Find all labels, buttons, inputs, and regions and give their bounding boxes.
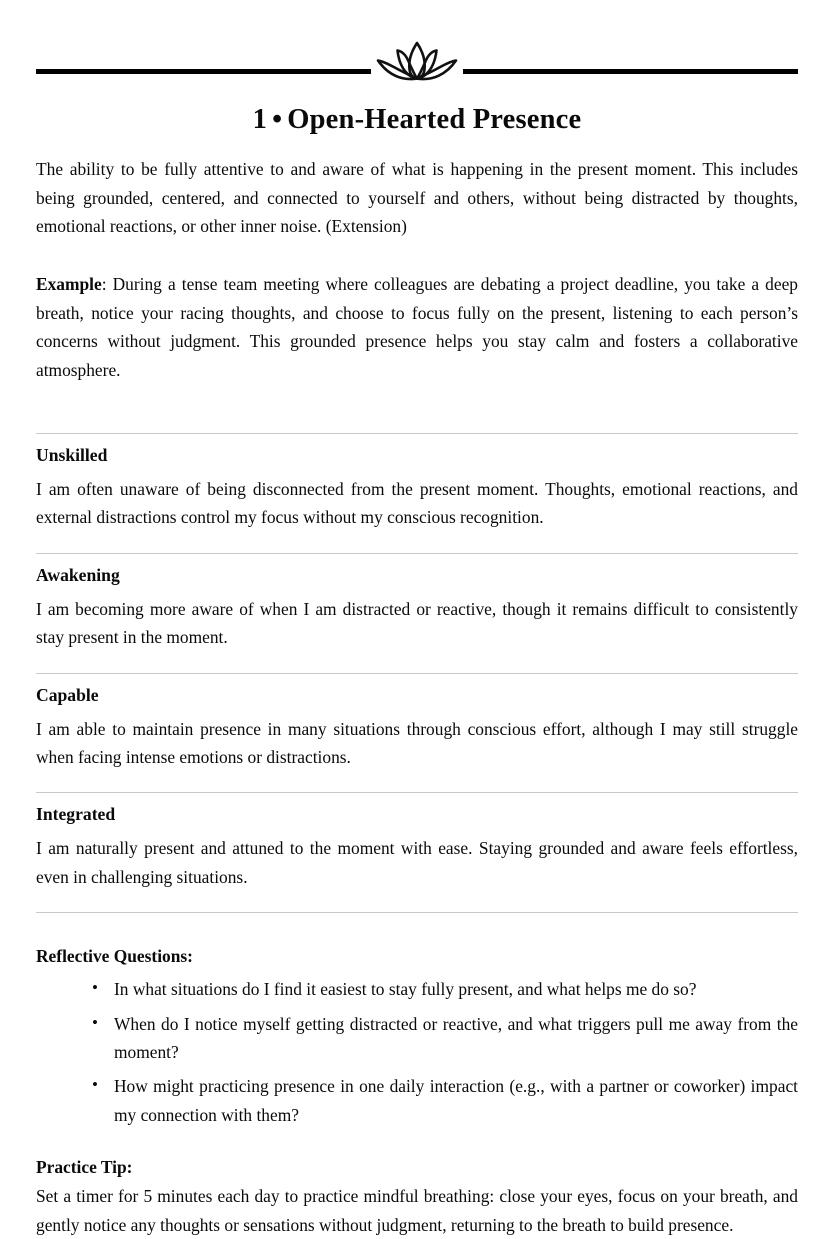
example-block [36, 270, 798, 383]
level-title-unskilled: Unskilled [36, 444, 108, 465]
list-item: • How might practicing presence in one daily interaction (e.g., with a partner or coworker) impact my connection with them? [92, 1072, 798, 1129]
title-separator-bullet: • [272, 104, 283, 135]
level-divider-final [36, 912, 798, 913]
level-title-capable: Capable [36, 684, 99, 705]
title-name: Open-Hearted Presence [287, 104, 582, 135]
example-text: During a tense team meeting where colleagues are debating a project deadline, you take a deep breath, notice your racing thoughts, and choose to focus fully on the present, listening to each person’s concerns without judgment. This grounded presence helps you stay calm and fosters a collaborative atmosphere. [36, 274, 798, 380]
practice-tip-text: Set a timer for 5 minutes each day to practice mindful breathing: close your eyes, focus on your breath, and gently notice any thoughts or sensations without judgment, returning to the breath to build presence. [36, 1186, 798, 1235]
practice-tip-block [36, 1154, 798, 1239]
level-description-integrated: I am naturally present and attuned to the moment with ease. Staying grounded and aware feels effortless, even in challenging situations. [36, 838, 798, 887]
level-title-awakening: Awakening [36, 564, 120, 585]
title-number: 1 [252, 104, 268, 135]
list-item: • In what situations do I find it easiest to stay fully present, and what helps me do so? [92, 975, 798, 1003]
lotus-flower-icon [371, 39, 463, 81]
level-title-integrated: Integrated [36, 804, 116, 825]
example-label: Example [36, 274, 102, 295]
document-header [36, 0, 798, 78]
level-section-awakening [36, 553, 798, 673]
reflective-questions-label: Reflective Questions: [36, 946, 193, 967]
list-item: • When do I notice myself getting distracted or reactive, and what triggers pull me away from the moment? [92, 1010, 798, 1067]
practice-tip-heading [36, 1154, 798, 1180]
reflective-questions-block [36, 943, 798, 1129]
level-section-integrated [36, 792, 798, 912]
competency-levels [36, 433, 798, 913]
example-paragraph [36, 270, 798, 383]
example-label-suffix: : [101, 274, 107, 295]
definition-text: The ability to be fully attentive to and aware of what is happening in the present moment. This includes being grounded, centered, and connected to yourself and others, without being distracted by thoughts, emotional reactions, or other inner noise. (Extension) [36, 159, 798, 237]
practice-tip-label: Practice Tip [36, 1157, 127, 1178]
reflective-questions-list [36, 975, 798, 1129]
practice-tip-label-suffix: : [126, 1157, 133, 1178]
page-title [36, 78, 798, 135]
level-description-capable: I am able to maintain presence in many situations through conscious effort, although I may still struggle when facing intense emotions or distractions. [36, 718, 798, 767]
level-description-unskilled: I am often unaware of being disconnected from the present moment. Thoughts, emotional reactions, and external distractions control my focus without my conscious recognition. [36, 478, 798, 528]
level-description-awakening: I am becoming more aware of when I am distracted or reactive, though it remains difficult to consistently stay present in the moment. [36, 598, 798, 648]
level-section-unskilled [36, 433, 798, 553]
level-section-capable [36, 673, 798, 793]
definition-block [36, 155, 798, 240]
